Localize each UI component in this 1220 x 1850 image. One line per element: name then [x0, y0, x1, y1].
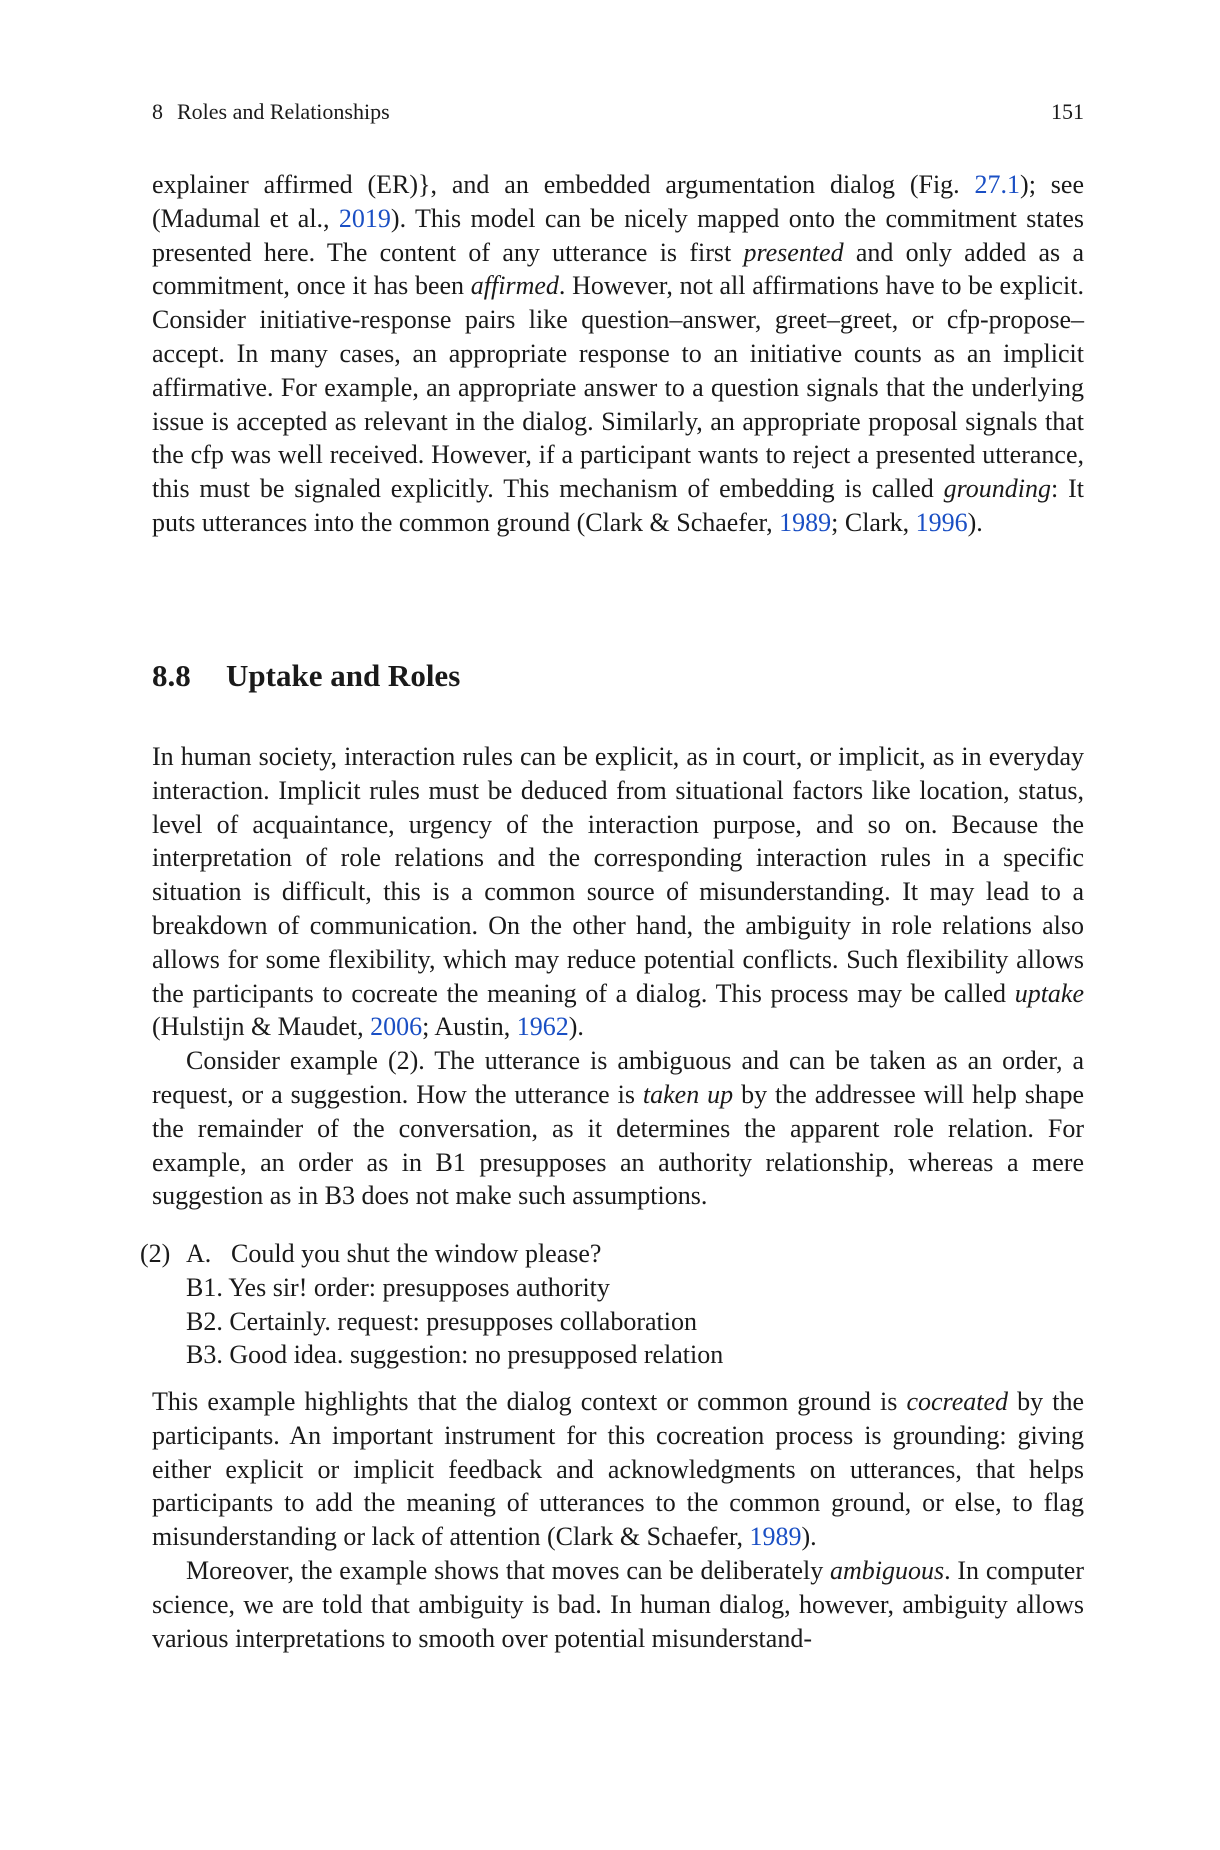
- text-block-bottom: [152, 1385, 1084, 1655]
- emphasis: cocreated: [906, 1387, 1009, 1416]
- example-number: (2): [140, 1239, 171, 1268]
- citation-link[interactable]: 2006: [370, 1012, 423, 1042]
- text-run: In human society, interaction rules can be explicit, as in court, or implicit, as in everyday interaction. Implicit rules must be deduced from situational factors like location, status, level of acquaintance, urgency of the interaction purpose, and so on. Because the interpretation of role relations and the corresponding interaction rules in a specific situation is difficult, this is a common source of misunderstanding. It may lead to a breakdown of communication. On the other hand, the ambiguity in role relations also allows for some flexibility, which may reduce potential conflicts. Such flexibility allows the participants to cocreate the meaning of a dialog. This process may be called: [152, 742, 1084, 1008]
- example-row-b2: [140, 1305, 1084, 1339]
- section-title: Uptake and Roles: [226, 658, 461, 693]
- text-run: ; Austin,: [422, 1012, 517, 1042]
- citation-link[interactable]: 2019: [338, 203, 391, 233]
- text-run: explainer affirmed (ER)}, and an embedded argumentation dialog (Fig.: [152, 170, 975, 199]
- figure-link[interactable]: 27.1: [974, 170, 1021, 199]
- example-line-text: Could you shut the window please?: [231, 1239, 602, 1268]
- paragraph-cocreation: [152, 1385, 1084, 1554]
- section-number: 8.8: [152, 658, 191, 693]
- text-run: ). This model can be nicely mapped onto the commitment states presented here. The content of any utterance is first: [152, 203, 1084, 267]
- text-run: . However, not all affirmations have to be explicit. Consider initiative-response pairs like question–answer, greet–greet, or cfp-propose–accept. In many cases, an appropriate response to an initiative counts as an implicit affirmative. For example, an appropriate answer to a question signals that the underlying issue is accepted as relevant in the dialog. Similarly, an appropriate proposal signals that the cfp was well received. However, if a participant wants to reject a presented utterance, this must be signaled explicitly. This mechanism of embedding is called: [152, 271, 1084, 504]
- citation-link[interactable]: 1989: [779, 507, 832, 537]
- emphasis: ambiguous: [829, 1555, 945, 1585]
- chapter-number: 8: [152, 99, 163, 124]
- paragraph-example-intro: [152, 1044, 1084, 1213]
- citation-link[interactable]: 1962: [516, 1012, 569, 1042]
- text-run: Moreover, the example shows that moves can be deliberately: [186, 1555, 830, 1585]
- text-run: This example highlights that the dialog context or common ground is: [152, 1387, 907, 1416]
- text-run: ; Clark,: [831, 507, 916, 537]
- emphasis: grounding: [943, 474, 1052, 504]
- paragraph-interaction-rules: [152, 740, 1084, 1044]
- citation-link[interactable]: 1996: [915, 507, 968, 537]
- text-run: and only added as a commitment, once it has been: [152, 237, 1084, 301]
- emphasis: taken up: [642, 1079, 734, 1109]
- paragraph-ambiguity: [152, 1554, 1084, 1655]
- paragraph-commitment-states: [152, 168, 1084, 540]
- citation-link[interactable]: 1989: [749, 1522, 802, 1552]
- text-run: by the participants. An important instrument for this cocreation process is grounding: giving either explicit or implicit feedback and acknowledgments on utterances, that helps participants to add the meaning of utterances to the common ground, or else, to flag misunderstanding or lack of attention (Clark & Schaefer,: [152, 1387, 1085, 1552]
- example-line: B1. Yes sir! order: presupposes authority: [186, 1272, 610, 1302]
- section-heading: [152, 656, 460, 696]
- example-row-a: [140, 1237, 1084, 1271]
- text-run: ).: [967, 507, 983, 537]
- example-line-label: A.: [186, 1239, 212, 1268]
- text-block-top: [152, 168, 1084, 540]
- emphasis: presented: [743, 237, 844, 267]
- numbered-example: [140, 1237, 1084, 1372]
- emphasis: affirmed: [470, 271, 559, 301]
- text-block-middle: [152, 740, 1084, 1213]
- text-run: : It puts utterances into the common ground (Clark & Schaefer,: [152, 474, 1084, 537]
- page-number: 151: [1051, 99, 1084, 124]
- text-run: . In computer science, we are told that ambiguity is bad. In human dialog, however, ambiguity allows various interpretations to smooth over potential misunderstand-: [152, 1555, 1084, 1653]
- example-line: B3. Good idea. suggestion: no presupposed relation: [186, 1340, 724, 1370]
- text-run: Consider example (2). The utterance is ambiguous and can be taken as an order, a request, or a suggestion. How the utterance is: [152, 1046, 1084, 1109]
- text-run: ); see (Madumal et al.,: [152, 170, 1084, 233]
- example-line: B2. Certainly. request: presupposes collaboration: [186, 1306, 697, 1336]
- text-run: ).: [568, 1012, 584, 1042]
- emphasis: uptake: [1014, 978, 1084, 1008]
- text-run: (Hulstijn & Maudet,: [152, 1012, 371, 1042]
- chapter-title: Roles and Relationships: [177, 99, 390, 124]
- running-head-chapter: [152, 98, 390, 126]
- text-run: ).: [801, 1522, 817, 1552]
- example-row-b1: [140, 1271, 1084, 1305]
- example-row-b3: [140, 1338, 1084, 1372]
- text-run: by the addressee will help shape the remainder of the conversation, as it determines the apparent role relation. For example, an order as in B1 presupposes an authority relationship, whereas a mere suggestion as in B3 does not make such assumptions.: [152, 1079, 1084, 1211]
